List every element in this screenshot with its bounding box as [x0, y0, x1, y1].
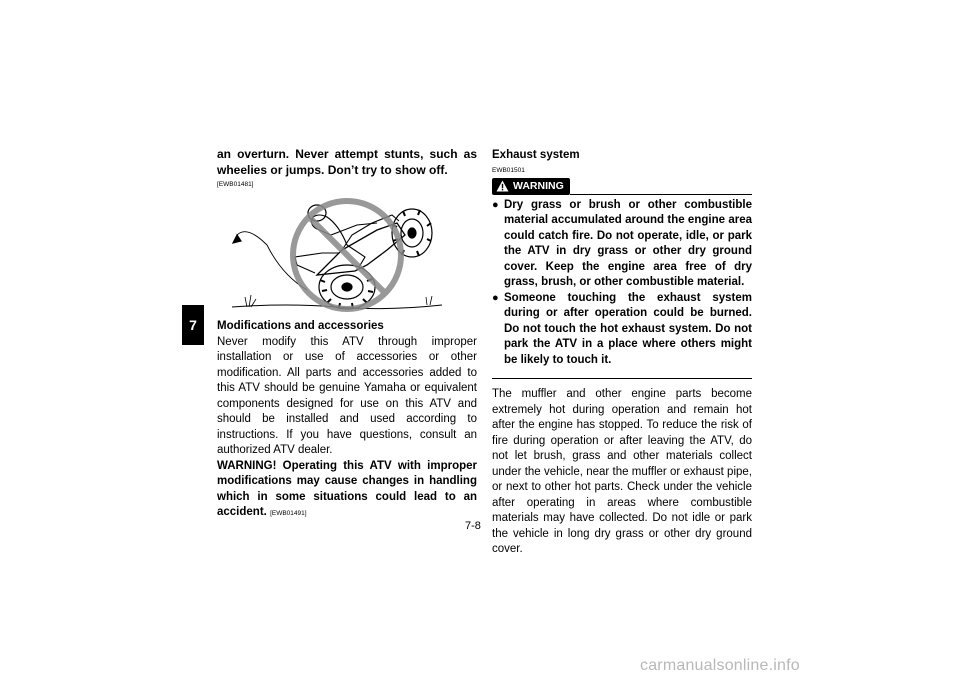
footer-watermark[interactable]: carmanualsonline.info [640, 657, 800, 674]
warning-label: WARNING [513, 179, 564, 192]
warning-end-rule [492, 378, 752, 379]
warning-item [492, 198, 752, 291]
bullet-icon: ● [492, 198, 499, 211]
modifications-warning-text [217, 459, 477, 522]
modifications-warning-message: WARNING! Operating this ATV with improper modifications may cause changes in handling which in some situations could lead to an accident. [217, 459, 477, 518]
warning-item [492, 291, 752, 369]
bullet-icon: ● [492, 291, 499, 304]
atv-wheelie-prohibited-illustration [227, 195, 449, 315]
chapter-tab [182, 305, 204, 345]
warning-triangle-icon [496, 180, 509, 192]
warning-badge [492, 178, 570, 195]
page-number: 7-8 [465, 520, 481, 532]
exhaust-body-text: The muffler and other engine parts become extremely hot during operation and remain hot after the engine has stopped. To reduce the risk of fire during operation or after leaving the ATV, do not let brush, grass and other materials collect under the vehicle, near the muffler or exhaust pipe, or next to other hot parts. Check under the vehicle after operating in areas where combustible materials may have collected. Do not idle or park the vehicle in long dry grass or other dry ground cover. [492, 388, 752, 555]
section-title-modifications: Modifications and accessories [217, 320, 384, 332]
warning-item-text: Someone touching the exhaust system during or after operation could be burned. Do not touch the hot exhaust system. Do not park the ATV in a place where others might be likely to touch it. [504, 291, 752, 366]
modifications-body-text: Never modify this ATV through improper installation or use of accessories or other modification. All parts and accessories added to this ATV should be genuine Yamaha or equivalent components designed for use on this ATV and should be installed and used according to instructions. If you have questions, consult an authorized ATV dealer. [217, 335, 477, 456]
intro-warning-text: an overturn. Never attempt stunts, such as wheelies or jumps. Don’t try to show off. [217, 147, 477, 177]
intro-warning-code: [EWB01481] [217, 181, 254, 188]
left-column [217, 146, 477, 522]
modifications-warning-code: [EWB01491] [270, 510, 307, 517]
right-column [492, 146, 752, 558]
warning-list [492, 198, 752, 369]
chapter-tab-number: 7 [189, 317, 197, 333]
warning-rule [570, 178, 752, 195]
exhaust-warning-code: EWB01501 [492, 166, 525, 174]
warning-item-text: Dry grass or brush or other combustible material accumulated around the engine area could catch fire. Do not operate, idle, or park the ATV in dry grass or other dry ground cover. Keep the engine area free of dry grass, brush, or other combustible material. [504, 198, 752, 288]
section-title-exhaust: Exhaust system [492, 149, 580, 161]
warning-header [492, 178, 752, 195]
